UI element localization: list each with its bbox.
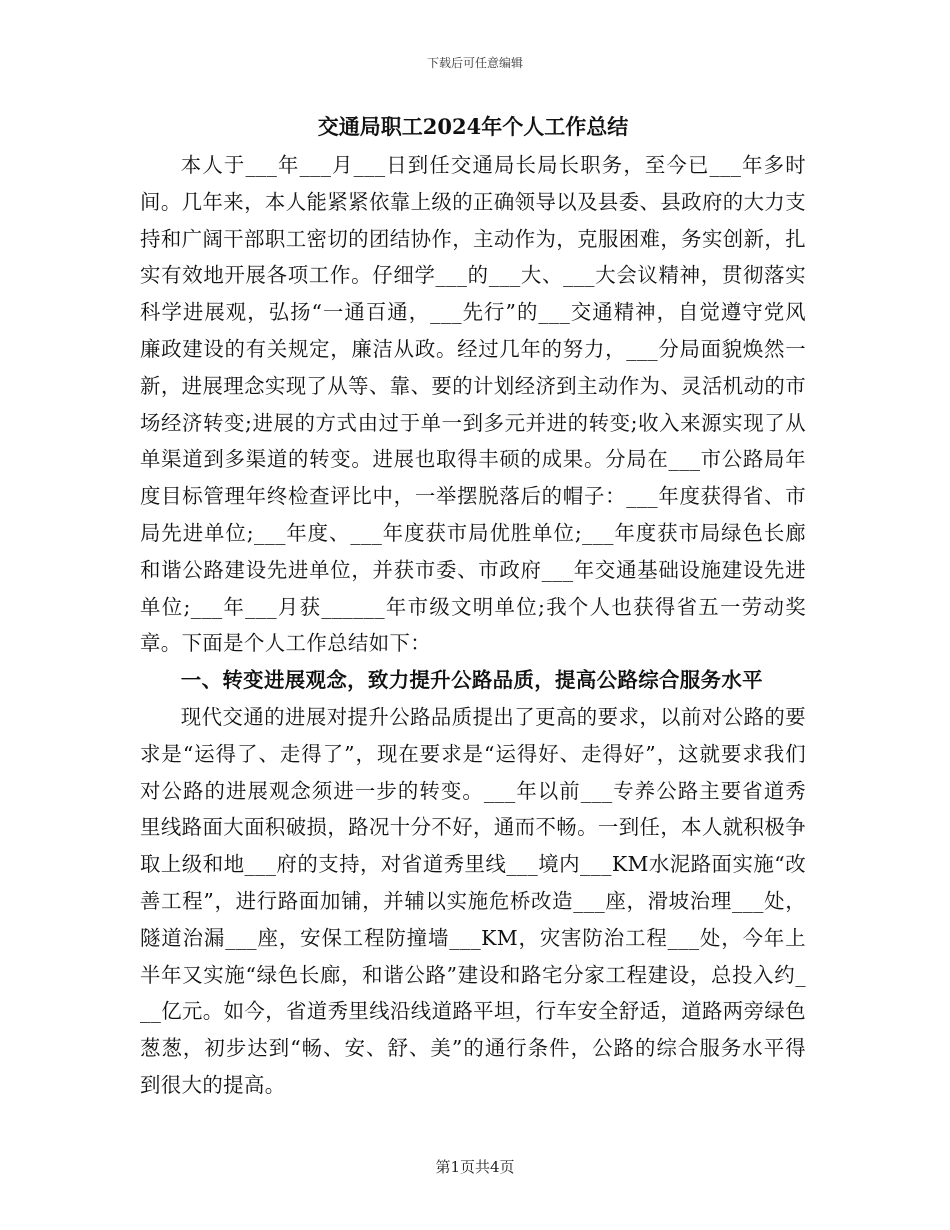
document-title: 交通局职工2024年个人工作总结 xyxy=(317,114,629,139)
intro-paragraph: 本人于___年___月___日到任交通局长局长职务，至今已___年多时间。几年来，本人能紧紧依靠上级的正确领导以及县委、县政府的大力支持和广阔干部职工密切的团结协作，主动作为，克服困难，务实创新，扎实有效地开展各项工作。仔细学___的___大、___大会议精神，贯彻落实科学进展观，弘扬“一通百通，___先行”的___交通精神，自觉遵守党风廉政建设的有关规定，廉洁从政。经过几年的努力，___分局面貌焕然一新，进展理念实现了从等、靠、要的计划经济到主动作为、灵活机动的市场经济转变;进展的方式由过于单一到多元并进的转变;收入来源实现了从单渠道到多渠道的转变。进展也取得丰硕的成果。分局在___市公路局年度目标管理年终检查评比中，一举摆脱落后的帽子：___年度获得省、市局先进单位;___年度、___年度获市局优胜单位;___年度获市局绿色长廊和谐公路建设先进单位，并获市委、市政府___年交通基础设施建设先进单位;___年___月获______年市级文明单位;我个人也获得省五一劳动奖章。下面是个人工作总结如下： xyxy=(140,153,806,656)
page-header: 下载后可任意编辑 xyxy=(426,56,523,70)
section-1-paragraph: 现代交通的进展对提升公路品质提出了更高的要求，以前对公路的要求是“运得了、走得了”，现在要求是“运得好、走得好”，这就要求我们对公路的进展观念须进一步的转变。___年以前___专养公路主要省道秀里线路面大面积破损，路况十分不好，通而不畅。一到任，本人就积极争取上级和地___府的支持，对省道秀里线___境内___KM水泥路面实施“改善工程”，进行路面加铺，并辅以实施危桥改造___座，滑坡治理___处，隧道治漏___座，安保工程防撞墙___KM，灾害防治工程___处，今年上半年又实施“绿色长廊，和谐公路”建设和路宅分家工程建设，总投入约___亿元。如今，省道秀里线沿线道路平坦，行车安全舒适，道路两旁绿色葱葱，初步达到“畅、安、舒、美”的通行条件，公路的综合服务水平得到很大的提高。 xyxy=(140,704,806,1097)
section-heading-1: 一、转变进展观念，致力提升公路品质，提高公路综合服务水平 xyxy=(180,668,763,693)
page-number: 第1页共4页 xyxy=(435,1158,515,1176)
document-body xyxy=(140,108,806,1104)
